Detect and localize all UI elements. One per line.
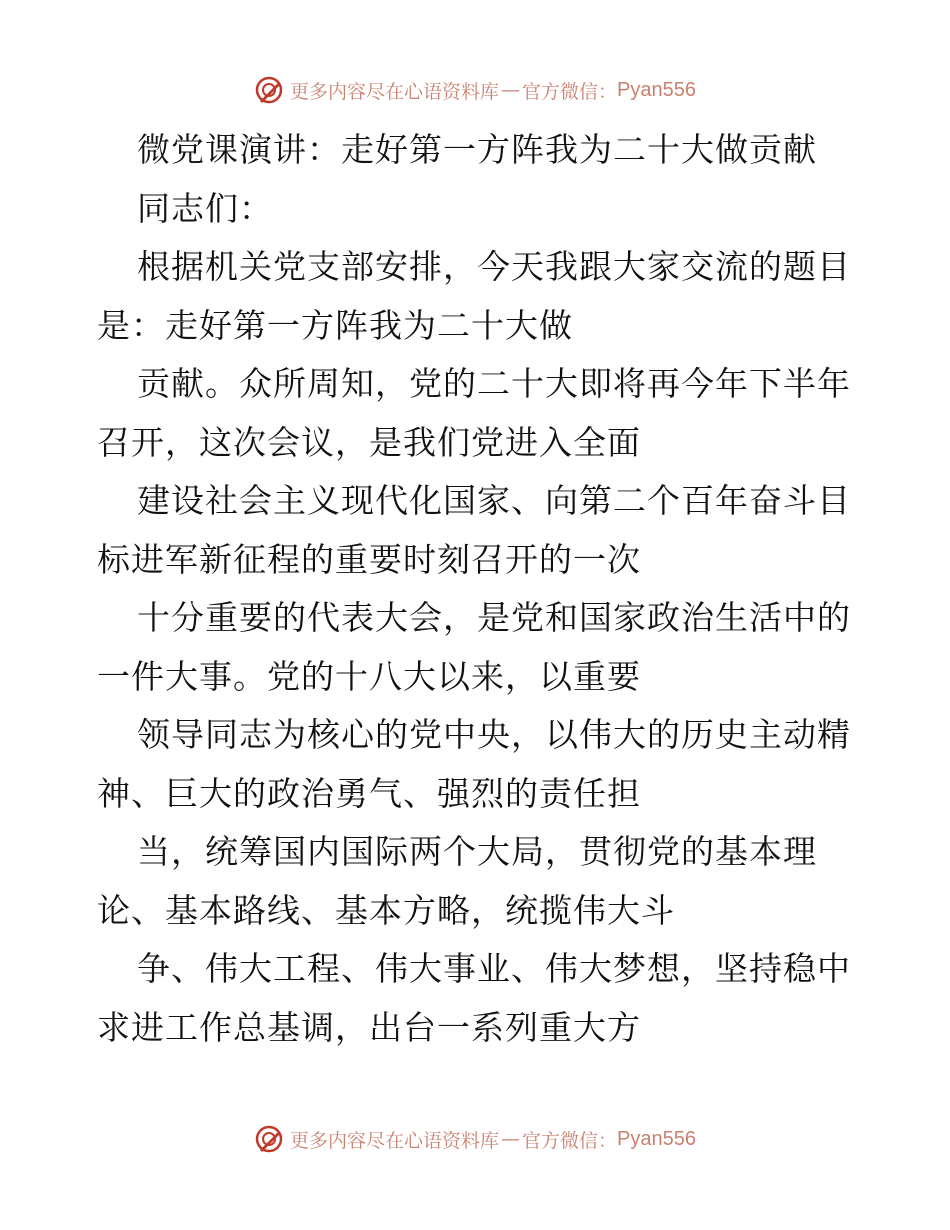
text-line: 当，统筹国内国际两个大局，贯彻党的基本理 [137,832,817,871]
text-line: 领导同志为核心的党中央，以伟大的历史主动精 [137,715,851,754]
watermark-handle: Pyan556 [617,1127,696,1150]
text-line: 召开，这次会议，是我们党进入全面 [97,422,641,462]
watermark-site-text: 更多内容尽在心语资料库 [290,1129,500,1152]
text-line: 标进军新征程的重要时刻召开的一次 [97,539,641,579]
watermark-separator: — [501,79,521,101]
text-line: 神、巨大的政治勇气、强烈的责任担 [97,773,641,813]
watermark-separator: — [501,1128,521,1150]
footer-watermark [0,1119,950,1159]
document-body [97,121,857,1057]
watermark-official-text: 官方微信： [522,1129,618,1152]
watermark-site-text: 更多内容尽在心语资料库 [290,80,500,103]
watermark-handle: Pyan556 [617,78,696,101]
logo-icon [254,75,284,105]
text-line: 贡献。众所周知，党的二十大即将再今年下半年 [137,364,851,403]
text-line: 根据机关党支部安排，今天我跟大家交流的题目 [137,247,851,286]
text-line: 十分重要的代表大会，是党和国家政治生活中的 [137,598,851,637]
text-line: 同志们： [137,188,273,228]
watermark-official-text: 官方微信： [522,80,618,103]
text-line: 求进工作总基调，出台一系列重大方 [97,1007,641,1047]
text-line: 一件大事。党的十八大以来，以重要 [97,656,641,696]
text-line: 建设社会主义现代化国家、向第二个百年奋斗目 [137,481,851,520]
text-line: 争、伟大工程、伟大事业、伟大梦想，坚持稳中 [137,949,851,988]
logo-icon [254,1124,284,1154]
header-watermark [0,70,950,110]
text-line: 是：走好第一方阵我为二十大做 [97,305,573,345]
document-title: 微党课演讲：走好第一方阵我为二十大做贡献 [137,130,817,169]
text-line: 论、基本路线、基本方略，统揽伟大斗 [97,890,675,930]
